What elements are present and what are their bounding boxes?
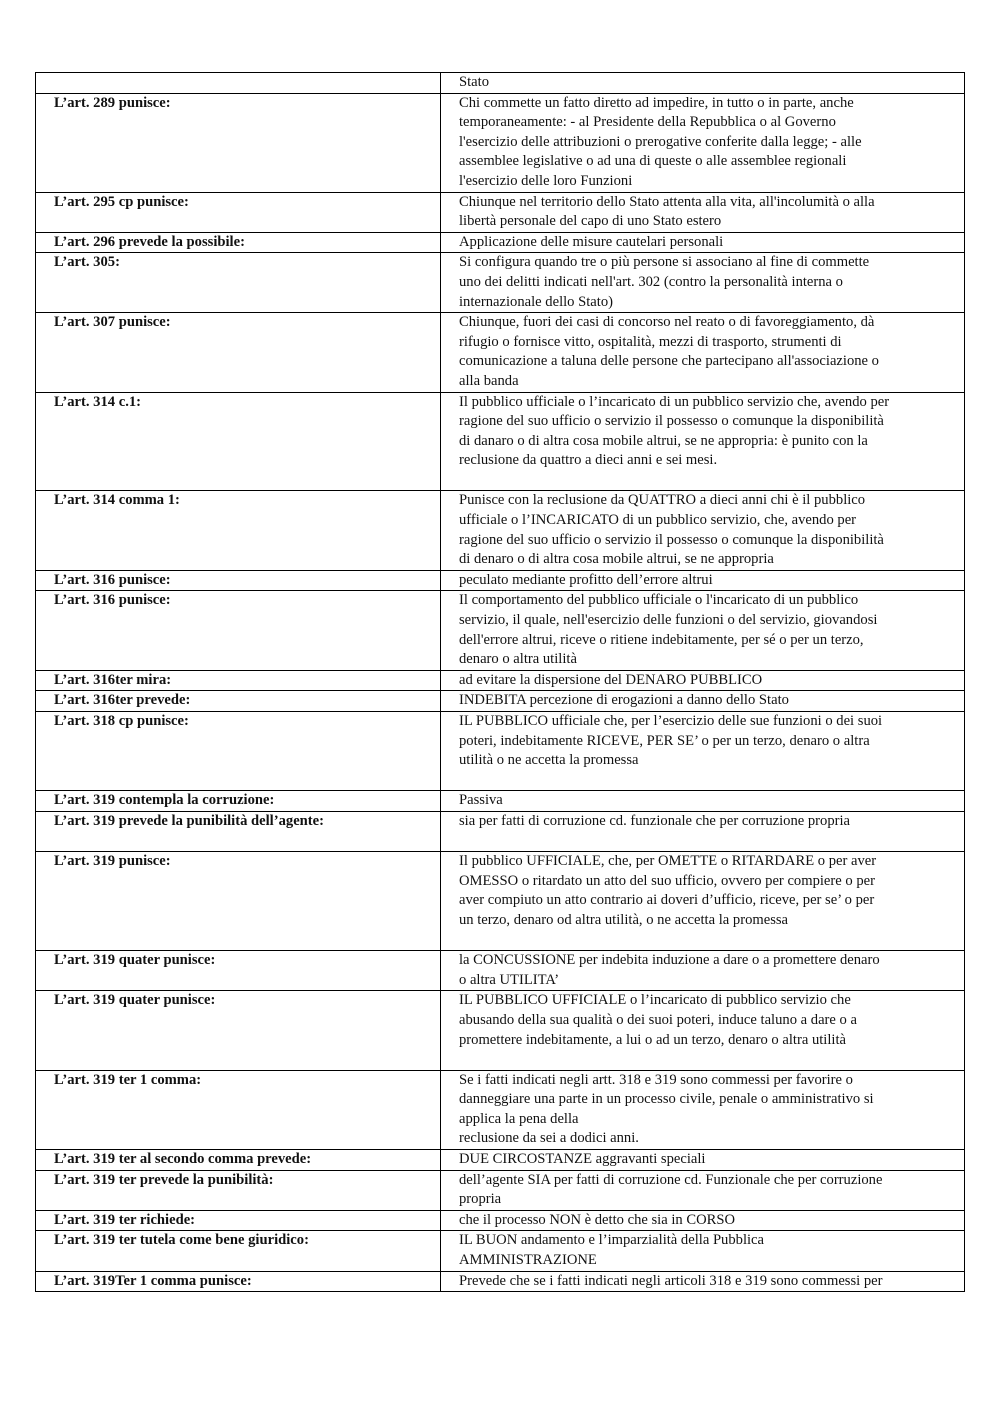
answer-line: ad evitare la dispersione del DENARO PUBBLICO <box>459 671 763 688</box>
table-row <box>36 93 965 192</box>
table-row <box>36 951 965 991</box>
answer-line: ufficiale o l’INCARICATO di un pubblico servizio, che, avendo per <box>459 512 857 529</box>
table-row <box>36 392 965 491</box>
answer-line: abusando della sua qualità o dei suoi poteri, induce taluno a dare o a <box>459 1011 857 1028</box>
answer-line: poteri, indebitamente RICEVE, PER SE’ o per un terzo, denaro o altra <box>459 732 870 749</box>
answer-line: ragione del suo ufficio o servizio il possesso o comunque la disponibilità <box>459 531 884 548</box>
answer-line: rifugio o fornisce vitto, ospitalità, mezzi di trasporto, strumenti di <box>459 333 842 350</box>
answer-line: peculato mediante profitto dell’errore altrui <box>459 571 713 588</box>
answer-cell <box>441 73 965 94</box>
table-row <box>36 852 965 951</box>
answer-line: alla banda <box>459 372 519 389</box>
table-row <box>36 1210 965 1231</box>
question-cell: L’art. 319 ter tutela come bene giuridico: <box>36 1231 441 1271</box>
answer-cell <box>441 811 965 851</box>
question-cell: L’art. 319 quater punisce: <box>36 991 441 1070</box>
answer-line: temporaneamente: - al Presidente della Repubblica o al Governo <box>459 114 836 131</box>
question-cell: L’art. 319 ter prevede la punibilità: <box>36 1170 441 1210</box>
answer-line: reclusione da quattro a dieci anni e sei mesi. <box>459 452 718 469</box>
answer-line: IL BUON andamento e l’imparzialità della Pubblica <box>459 1232 765 1249</box>
table-row <box>36 1150 965 1171</box>
answer-line: IL PUBBLICO ufficiale che, per l’esercizio delle sue funzioni o dei suoi <box>459 713 883 729</box>
question-cell: L’art. 314 c.1: <box>36 392 441 491</box>
table-row <box>36 253 965 313</box>
answer-cell <box>441 570 965 591</box>
table-row <box>36 192 965 232</box>
answer-line: denaro o altra utilità <box>459 651 577 668</box>
answer-cell <box>441 951 965 991</box>
table-row <box>36 591 965 670</box>
answer-cell <box>441 1271 965 1292</box>
question-cell: L’art. 296 prevede la possibile: <box>36 232 441 253</box>
answer-cell <box>441 1070 965 1149</box>
qa-table <box>35 72 965 1292</box>
question-cell: L’art. 319 contempla la corruzione: <box>36 791 441 812</box>
question-cell: L’art. 295 cp punisce: <box>36 192 441 232</box>
answer-line: promettere indebitamente, a lui o ad un terzo, denaro o altra utilità <box>459 1031 846 1048</box>
answer-cell <box>441 491 965 570</box>
answer-line: propria <box>459 1191 502 1208</box>
answer-line: uno dei delitti indicati nell'art. 302 (contro la personalità interna o <box>459 273 843 290</box>
answer-line: un terzo, denaro od altra utilità, o ne accetta la promessa <box>459 911 789 928</box>
question-cell: L’art. 319Ter 1 comma punisce: <box>36 1271 441 1292</box>
answer-line: Il pubblico ufficiale o l’incaricato di un pubblico servizio che, avendo per <box>459 393 890 410</box>
answer-line: Chi commette un fatto diretto ad impedire, in tutto o in parte, anche <box>459 94 854 111</box>
table-row <box>36 491 965 570</box>
answer-cell <box>441 712 965 791</box>
answer-cell <box>441 670 965 691</box>
answer-blank-line <box>459 832 956 852</box>
answer-line: o altra UTILITA’ <box>459 971 560 988</box>
answer-line: Il comportamento del pubblico ufficiale o l'incaricato di un pubblico <box>459 592 859 609</box>
answer-cell <box>441 192 965 232</box>
answer-cell <box>441 852 965 951</box>
answer-line: reclusione da sei a dodici anni. <box>459 1130 639 1147</box>
question-cell: L’art. 316 punisce: <box>36 570 441 591</box>
answer-line: danneggiare una parte in un processo civile, penale o amministrativo si <box>459 1091 874 1108</box>
table-row <box>36 73 965 94</box>
answer-line: Si configura quando tre o più persone si associano al fine di commette <box>459 254 870 271</box>
answer-cell <box>441 392 965 491</box>
answer-blank-line <box>459 1050 956 1070</box>
table-row <box>36 791 965 812</box>
question-cell: L’art. 319 quater punisce: <box>36 951 441 991</box>
answer-line: di denaro o di altra cosa mobile altrui, se ne appropria <box>459 551 774 568</box>
answer-line: AMMINISTRAZIONE <box>459 1252 597 1269</box>
answer-line: applica la pena della <box>459 1110 579 1127</box>
question-cell: L’art. 316ter mira: <box>36 670 441 691</box>
answer-blank-line <box>459 931 956 951</box>
answer-line: Il pubblico UFFICIALE, che, per OMETTE o RITARDARE o per aver <box>459 853 877 870</box>
table-row <box>36 232 965 253</box>
answer-line: di danaro o di altra cosa mobile altrui, se ne appropria: è punito con la <box>459 432 868 449</box>
answer-line: Stato <box>459 74 489 90</box>
answer-line: dell’agente SIA per fatti di corruzione cd. Funzionale che per corruzione <box>459 1171 883 1188</box>
question-cell: L’art. 319 ter al secondo comma prevede: <box>36 1150 441 1171</box>
answer-line: Chiunque nel territorio dello Stato attenta alla vita, all'incolumità o alla <box>459 193 875 210</box>
answer-cell <box>441 1231 965 1271</box>
answer-line: INDEBITA percezione di erogazioni a danno dello Stato <box>459 692 789 709</box>
table-row <box>36 811 965 851</box>
answer-line: assemblee legislative o ad una di queste o alle assemblee regionali <box>459 153 847 170</box>
answer-line: Se i fatti indicati negli artt. 318 e 319 sono commessi per favorire o <box>459 1071 853 1088</box>
answer-cell <box>441 1170 965 1210</box>
answer-cell <box>441 232 965 253</box>
answer-line: aver compiuto un atto contrario ai doveri d’ufficio, riceve, per se’ o per <box>459 892 875 909</box>
table-row <box>36 313 965 392</box>
answer-cell <box>441 1150 965 1171</box>
answer-cell <box>441 591 965 670</box>
answer-line: IL PUBBLICO UFFICIALE o l’incaricato di pubblico servizio che <box>459 992 851 1009</box>
question-cell: L’art. 305: <box>36 253 441 313</box>
answer-cell <box>441 253 965 313</box>
qa-table-body <box>36 73 965 1292</box>
table-row <box>36 712 965 791</box>
table-row <box>36 1231 965 1271</box>
answer-line: comunicazione a taluna delle persone che partecipano all'associazione o <box>459 353 879 370</box>
answer-line: dell'errore altrui, riceve o ritiene indebitamente, per sé o per un terzo, <box>459 631 864 648</box>
table-row <box>36 991 965 1070</box>
answer-line: l'esercizio delle attribuzioni o prerogative conferite dalla legge; - alle <box>459 133 862 150</box>
question-cell: L’art. 307 punisce: <box>36 313 441 392</box>
question-cell: L’art. 316 punisce: <box>36 591 441 670</box>
answer-line: servizio, il quale, nell'esercizio delle funzioni o del servizio, giovandosi <box>459 612 878 629</box>
answer-line: Passiva <box>459 792 503 809</box>
answer-line: l'esercizio delle loro Funzioni <box>459 172 633 189</box>
answer-cell <box>441 93 965 192</box>
table-row <box>36 1271 965 1292</box>
table-row <box>36 670 965 691</box>
table-row <box>36 1170 965 1210</box>
table-row <box>36 570 965 591</box>
answer-line: utilità o ne accetta la promessa <box>459 752 639 769</box>
table-row <box>36 1070 965 1149</box>
answer-blank-line <box>459 471 956 491</box>
answer-cell <box>441 791 965 812</box>
question-cell: L’art. 314 comma 1: <box>36 491 441 570</box>
answer-cell <box>441 313 965 392</box>
answer-line: la CONCUSSIONE per indebita induzione a dare o a promettere denaro <box>459 952 880 969</box>
answer-cell <box>441 1210 965 1231</box>
answer-line: ragione del suo ufficio o servizio il possesso o comunque la disponibilità <box>459 413 884 430</box>
table-row <box>36 691 965 712</box>
answer-line: internazionale dello Stato) <box>459 293 613 310</box>
answer-line: DUE CIRCOSTANZE aggravanti speciali <box>459 1151 706 1168</box>
question-cell: L’art. 319 ter 1 comma: <box>36 1070 441 1149</box>
answer-cell <box>441 991 965 1070</box>
answer-line: sia per fatti di corruzione cd. funzionale che per corruzione propria <box>459 812 851 829</box>
question-cell: L’art. 319 ter richiede: <box>36 1210 441 1231</box>
question-cell: L’art. 319 prevede la punibilità dell’agente: <box>36 811 441 851</box>
question-cell: L’art. 289 punisce: <box>36 93 441 192</box>
answer-line: che il processo NON è detto che sia in CORSO <box>459 1211 736 1228</box>
answer-line: Applicazione delle misure cautelari personali <box>459 233 724 250</box>
answer-blank-line <box>459 771 956 791</box>
question-cell: L’art. 316ter prevede: <box>36 691 441 712</box>
answer-line: Prevede che se i fatti indicati negli articoli 318 e 319 sono commessi per <box>459 1272 883 1289</box>
answer-line: Chiunque, fuori dei casi di concorso nel reato o di favoreggiamento, dà <box>459 314 875 331</box>
answer-cell <box>441 691 965 712</box>
question-cell <box>36 73 441 94</box>
question-cell: L’art. 319 punisce: <box>36 852 441 951</box>
question-cell: L’art. 318 cp punisce: <box>36 712 441 791</box>
answer-line: libertà personale del capo di uno Stato estero <box>459 213 722 230</box>
answer-line: Punisce con la reclusione da QUATTRO a dieci anni chi è il pubblico <box>459 492 866 509</box>
answer-line: OMESSO o ritardato un atto del suo ufficio, ovvero per compiere o per <box>459 872 875 889</box>
